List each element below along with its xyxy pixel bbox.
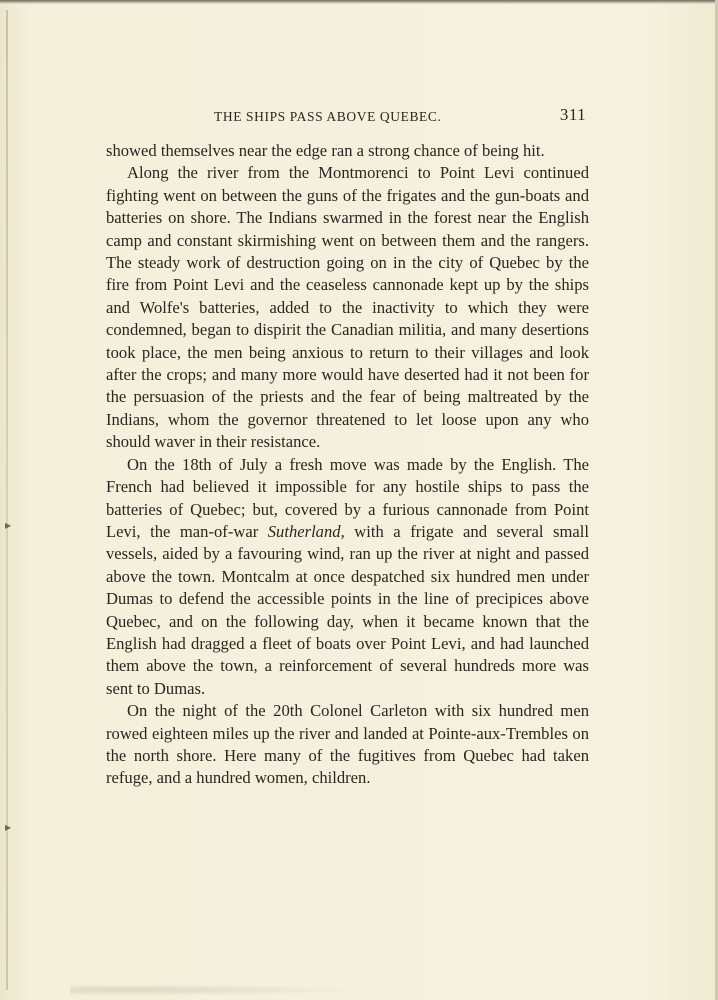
page-smudge: [70, 984, 370, 996]
page-number: 311: [559, 105, 586, 124]
running-title: THE SHIPS PASS ABOVE QUEBEC.: [214, 109, 442, 124]
page-binding-edge: [6, 10, 8, 990]
paragraph: [106, 454, 589, 700]
running-head: [106, 103, 590, 129]
paragraph-text: On the 18th of July a fresh move was made by the English. The French had believed it impossible for any hostile ships to pass the batteries of Quebec; but, covered by a furious cannonade from Point Levi, the man-of-war: [106, 454, 589, 541]
paragraph: Along the river from the Montmorenci to Point Levi continued fighting went on between the guns of the frigates and the gun-boats and batteries on shore. The Indians swarmed in the forest near the English camp and constant skirmishing went on between them and the rangers. The steady work of destruction going on in the city of Quebec by the fire from Point Levi and the ceaseless cannonade kept up by the ships and Wolfe's batteries, added to the inactivity to which they were condemned, began to dispirit the Canadian militia, and many desertions took place, the men being anxious to return to their villages and look after the crops; and many more would have deserted had it not been for the persuasion of the priests and the fear of being maltreated by the Indians, whom the governor threatened to let loose upon any who should waver in their resistance.: [106, 163, 589, 452]
margin-mark: ▸: [5, 820, 12, 834]
paragraph-text: , with a frigate and several small vessels, aided by a favouring wind, ran up the river at night and passed above the town. Montcalm at once despatched six hundred men under Dumas to defend the accessible points in the line of precipices above Quebec, and on the following day, when it became known that the English had dragged a fleet of boats over Point Levi, and had launched them above the town, a reinforcement of several hundreds more was sent to Dumas.: [106, 521, 589, 698]
body-text: [106, 140, 589, 790]
paragraph: On the night of the 20th Colonel Carleton with six hundred men rowed eighteen miles up the river and landed at Pointe-aux-Trembles on the north shore. Here many of the fugitives from Quebec had taken refuge, and a hundred women, children.: [106, 701, 589, 788]
page-top-edge: [0, 0, 718, 4]
paragraph-continued: showed themselves near the edge ran a strong chance of being hit.: [106, 141, 545, 160]
ship-name: Sutherland: [267, 521, 341, 541]
margin-mark: ▸: [5, 518, 12, 532]
